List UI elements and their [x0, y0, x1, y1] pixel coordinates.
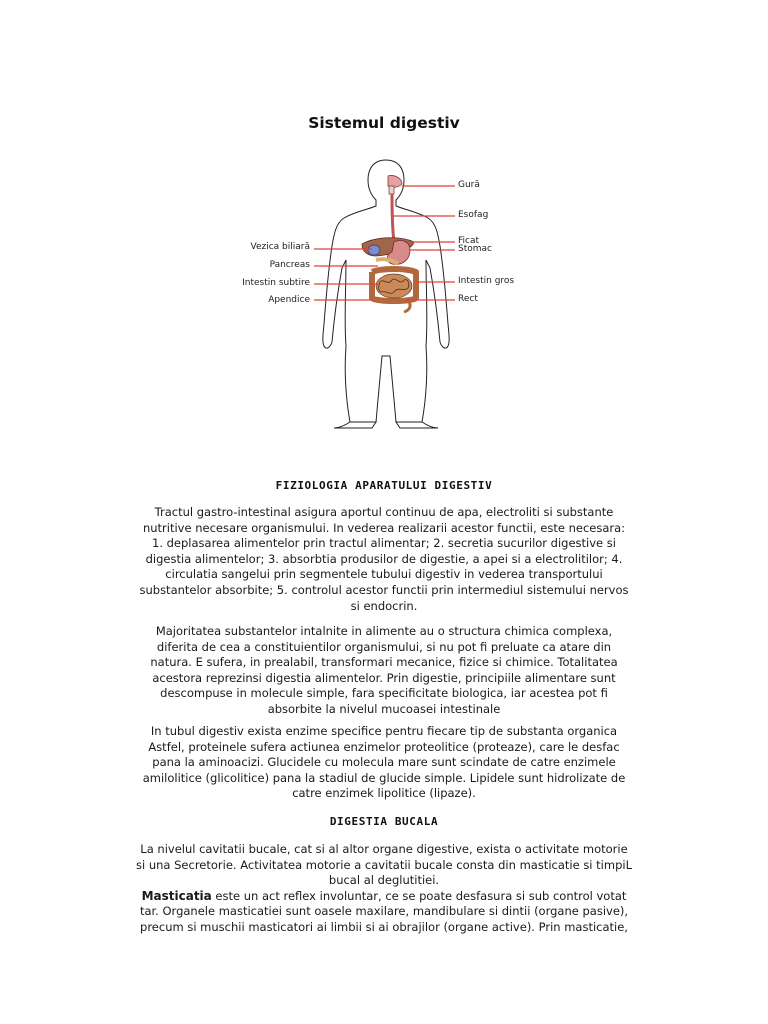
label-small-intestine: Intestin subtire — [242, 278, 310, 288]
text-line: 1. deplasarea alimentelor prin tractul alimentar; 2. secretia sucurilor digestive si — [152, 536, 616, 551]
text-line: catre enzimek lipolitice (lipaze). — [292, 786, 476, 801]
text-line: precum si muschii masticatori ai limbii si ai obrajilor (organe active). Prin masticatie, — [140, 919, 628, 934]
text-line: digestia alimentelor; 3. absorbtia produsilor de digestie, a apei si a electrolitilor; 4. — [145, 551, 623, 566]
text-line: acestora reprezinsi digestia alimentelor. Prin digestie, principiile alimentare sunt — [152, 670, 616, 685]
label-stomach: Stomac — [458, 244, 492, 254]
text-line: pana la aminoacizi. Glucidele cu molecula mare sunt scindate de catre enzimele — [152, 755, 616, 770]
paragraph-tract-functions — [104, 505, 664, 614]
text-line: Majoritatea substantelor intalnite in alimente au o structura chimica complexa, — [155, 624, 613, 638]
text-line: absorbite la nivelul mucoasei intestinale — [267, 701, 501, 716]
label-appendix: Apendice — [268, 295, 310, 305]
body-outline-illustration — [226, 150, 542, 430]
text-line: La nivelul cavitatii bucale, cat si al altor organe digestive, exista o activitate motorie — [140, 842, 628, 856]
text-line: Astfel, proteinele sufera actiunea enzimelor proteolitice (proteaze), care le desfac — [148, 739, 620, 754]
text-line: diferita de cea a constituientilor organismului, si nu pot fi preluate ca atare din — [156, 639, 612, 654]
gallbladder-organ — [368, 245, 380, 255]
label-esophagus: Esofag — [458, 210, 489, 220]
section-heading-physiology: FIZIOLOGIA APARATULUI DIGESTIV — [275, 479, 493, 492]
digestive-system-figure — [226, 150, 542, 430]
text-line: tar. Organele masticatiei sunt oasele maxilare, mandibulare si dintii (organe pasive), — [139, 904, 629, 919]
page-title: Sistemul digestiv — [308, 114, 460, 132]
paragraph-enzymes — [104, 724, 664, 802]
label-rectum: Rect — [458, 294, 478, 304]
text-line: natura. E sufera, in prealabil, transformari mecanice, fizice si chimice. Totalitatea — [150, 655, 618, 670]
text-line: bucal al deglutitiei. — [328, 873, 440, 888]
label-gallbladder: Vezica biliară — [250, 242, 310, 252]
paragraph-food-substances — [104, 624, 664, 718]
small-intestine-organ — [376, 274, 412, 298]
text-line: si endocrin. — [350, 598, 418, 613]
section-heading-oral-digestion: DIGESTIA BUCALA — [329, 815, 439, 828]
text-line: circulatia sangelui prin segmentele tubului digestiv in vederea transportului — [165, 567, 603, 582]
text-line — [104, 889, 664, 905]
label-liver: Ficat — [458, 236, 480, 246]
text-line: In tubul digestiv exista enzime specifice pentru fiecare tip de substanta organica — [150, 724, 618, 738]
label-mouth: Gură — [458, 180, 480, 190]
text-line: si una Secretorie. Activitatea motorie a cavitatii bucale consta din masticatie si timpiL — [136, 857, 632, 872]
text-line: amilolitice (glicolitice) pana la stadiul de glucide simple. Lipidele sunt hidrolizate de — [142, 770, 626, 785]
paragraph-oral-activity — [104, 842, 664, 936]
text-line: substantelor absorbite; 5. controlul acestor functii prin intermediul sistemului nervos — [139, 582, 629, 597]
text-line: Tractul gastro-intestinal asigura aportul continuu de apa, electroliti si substante — [154, 505, 614, 519]
term-masticatia: Masticatia — [141, 888, 212, 903]
label-pancreas: Pancreas — [269, 260, 310, 270]
text-line: nutritive necesare organismului. In vederea realizarii acestor functii, este necesara: — [142, 520, 626, 535]
label-large-intestine: Intestin gros — [458, 276, 515, 286]
text-fragment: este un act reflex involuntar, ce se poate desfasura si sub control votat — [211, 888, 627, 903]
text-line: descompuse in molecule simple, fara specificitate biologica, iar acestea pot fi — [160, 686, 608, 701]
